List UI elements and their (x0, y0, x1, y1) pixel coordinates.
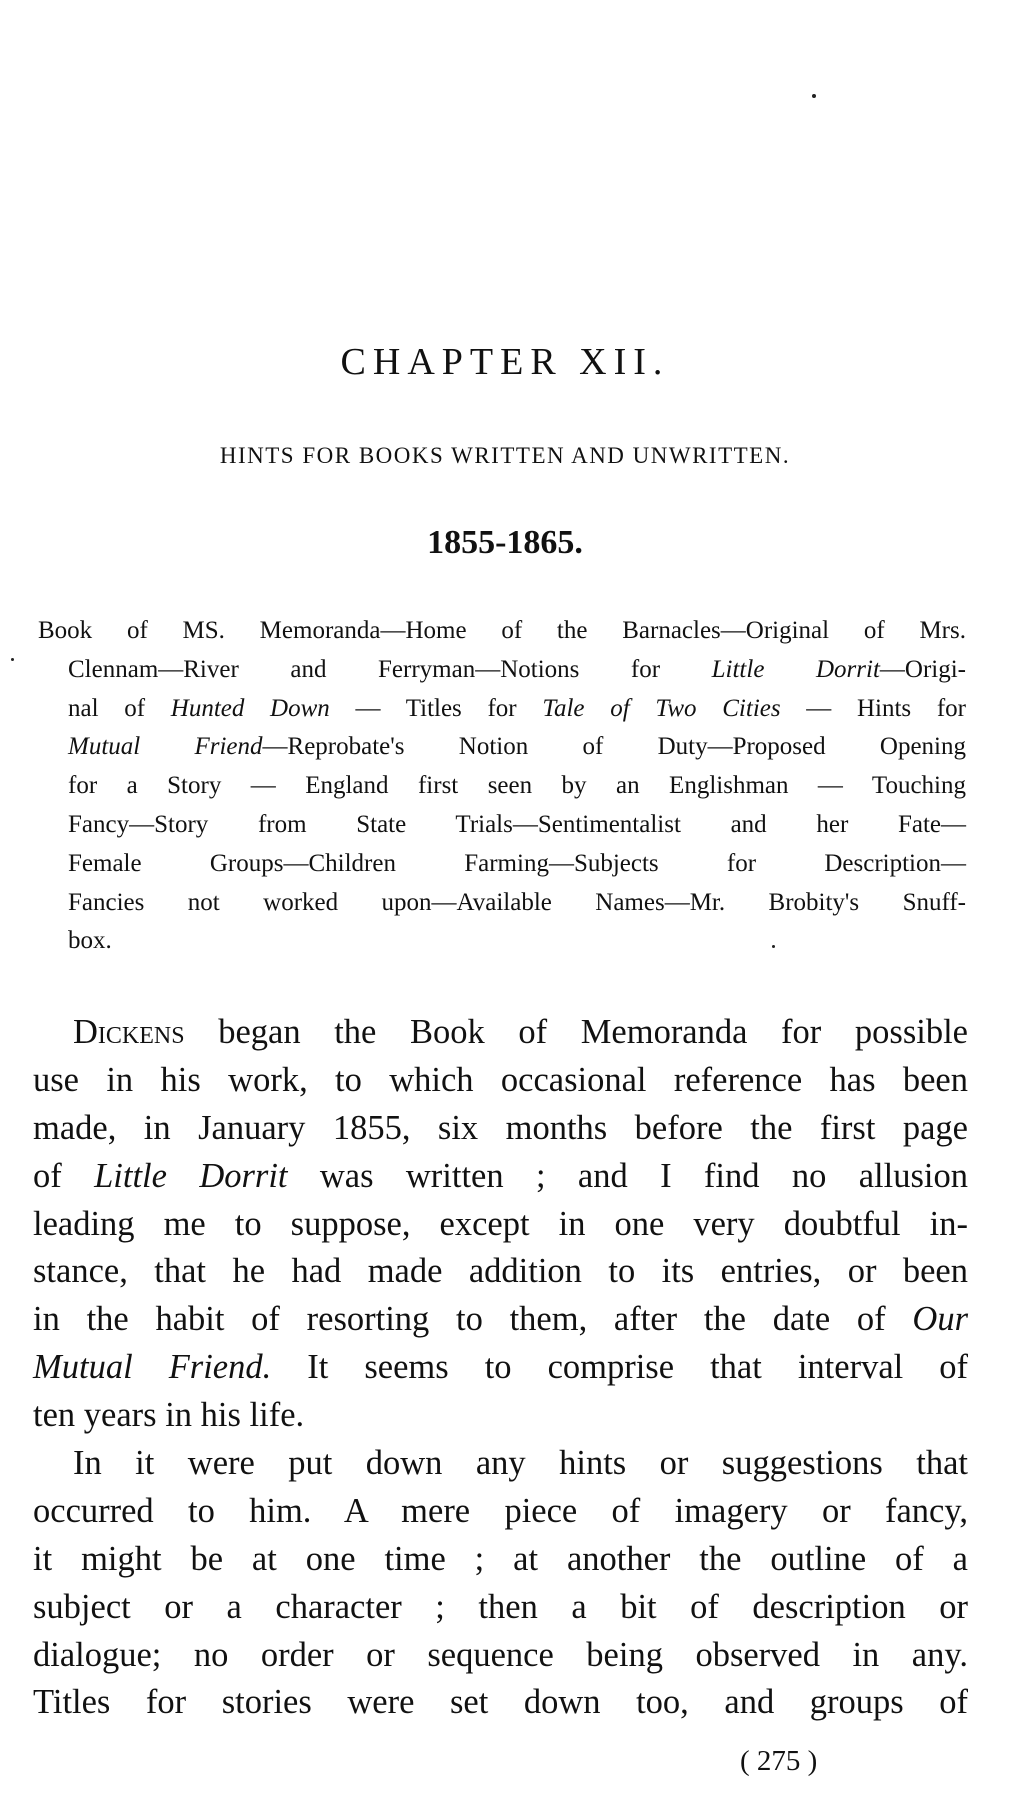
synopsis-line: Mutual Friend—Reprobate's Notion of Duty—Proposed Opening (68, 733, 966, 761)
paragraph-line: dialogue; no order or sequence being observed in any. (33, 1635, 968, 1674)
chapter-synopsis (38, 612, 966, 961)
synopsis-line: Female Groups—Children Farming—Subjects for Description— (68, 849, 966, 877)
synopsis-line: for a Story — England first seen by an Englishman — Touching (68, 772, 966, 800)
paragraph-line: occurred to him. A mere piece of imagery or fancy, (33, 1491, 968, 1530)
chapter-title: HINTS FOR BOOKS WRITTEN AND UNWRITTEN. (219, 443, 791, 468)
paragraph-line: ten years in his life. (33, 1396, 305, 1435)
synopsis-line: nal of Hunted Down — Titles for Tale of Two Cities — Hints for (68, 694, 967, 722)
paragraph-line: Titles for stories were set down too, and groups of (33, 1683, 968, 1722)
synopsis-line: Fancy—Story from State Trials—Sentimentalist and her Fate— (68, 810, 966, 838)
paragraph-line: In it were put down any hints or suggestions that (73, 1444, 968, 1483)
print-speck (812, 94, 816, 98)
paragraph-line: made, in January 1855, six months before the first page (33, 1108, 968, 1147)
paragraph-line: Mutual Friend. It seems to comprise that interval of (33, 1348, 968, 1387)
synopsis-line: Book of MS. Memoranda—Home of the Barnacles—Original of Mrs. (38, 617, 966, 644)
synopsis-line: Clennam—River and Ferryman—Notions for Little Dorrit—Origi- (68, 655, 966, 683)
synopsis-line: Fancies not worked upon—Available Names—Mr. Brobity's Snuff- (68, 888, 966, 916)
chapter-heading: CHAPTER XII. (340, 341, 670, 383)
print-speck (11, 658, 14, 661)
paragraph-line: leading me to suppose, except in one very doubtful in- (33, 1204, 968, 1243)
paragraph-line: stance, that he had made addition to its entries, or been (33, 1252, 968, 1291)
paragraph-line: subject or a character ; then a bit of description or (33, 1587, 968, 1626)
chapter-years: 1855-1865. (427, 524, 583, 561)
paragraph-line: in the habit of resorting to them, after the date of Our (33, 1300, 968, 1339)
paragraph-line: Dickens began the Book of Memoranda for possible (73, 1013, 968, 1051)
paragraph-line: use in his work, to which occasional reference has been (33, 1060, 968, 1099)
synopsis-line: box. (68, 927, 112, 955)
page-number: ( 275 ) (740, 1745, 818, 1777)
paragraph-line: of Little Dorrit was written ; and I find no allusion (33, 1156, 968, 1195)
chapter-body (33, 1009, 968, 1727)
paragraph-line: it might be at one time ; at another the outline of a (33, 1539, 968, 1578)
